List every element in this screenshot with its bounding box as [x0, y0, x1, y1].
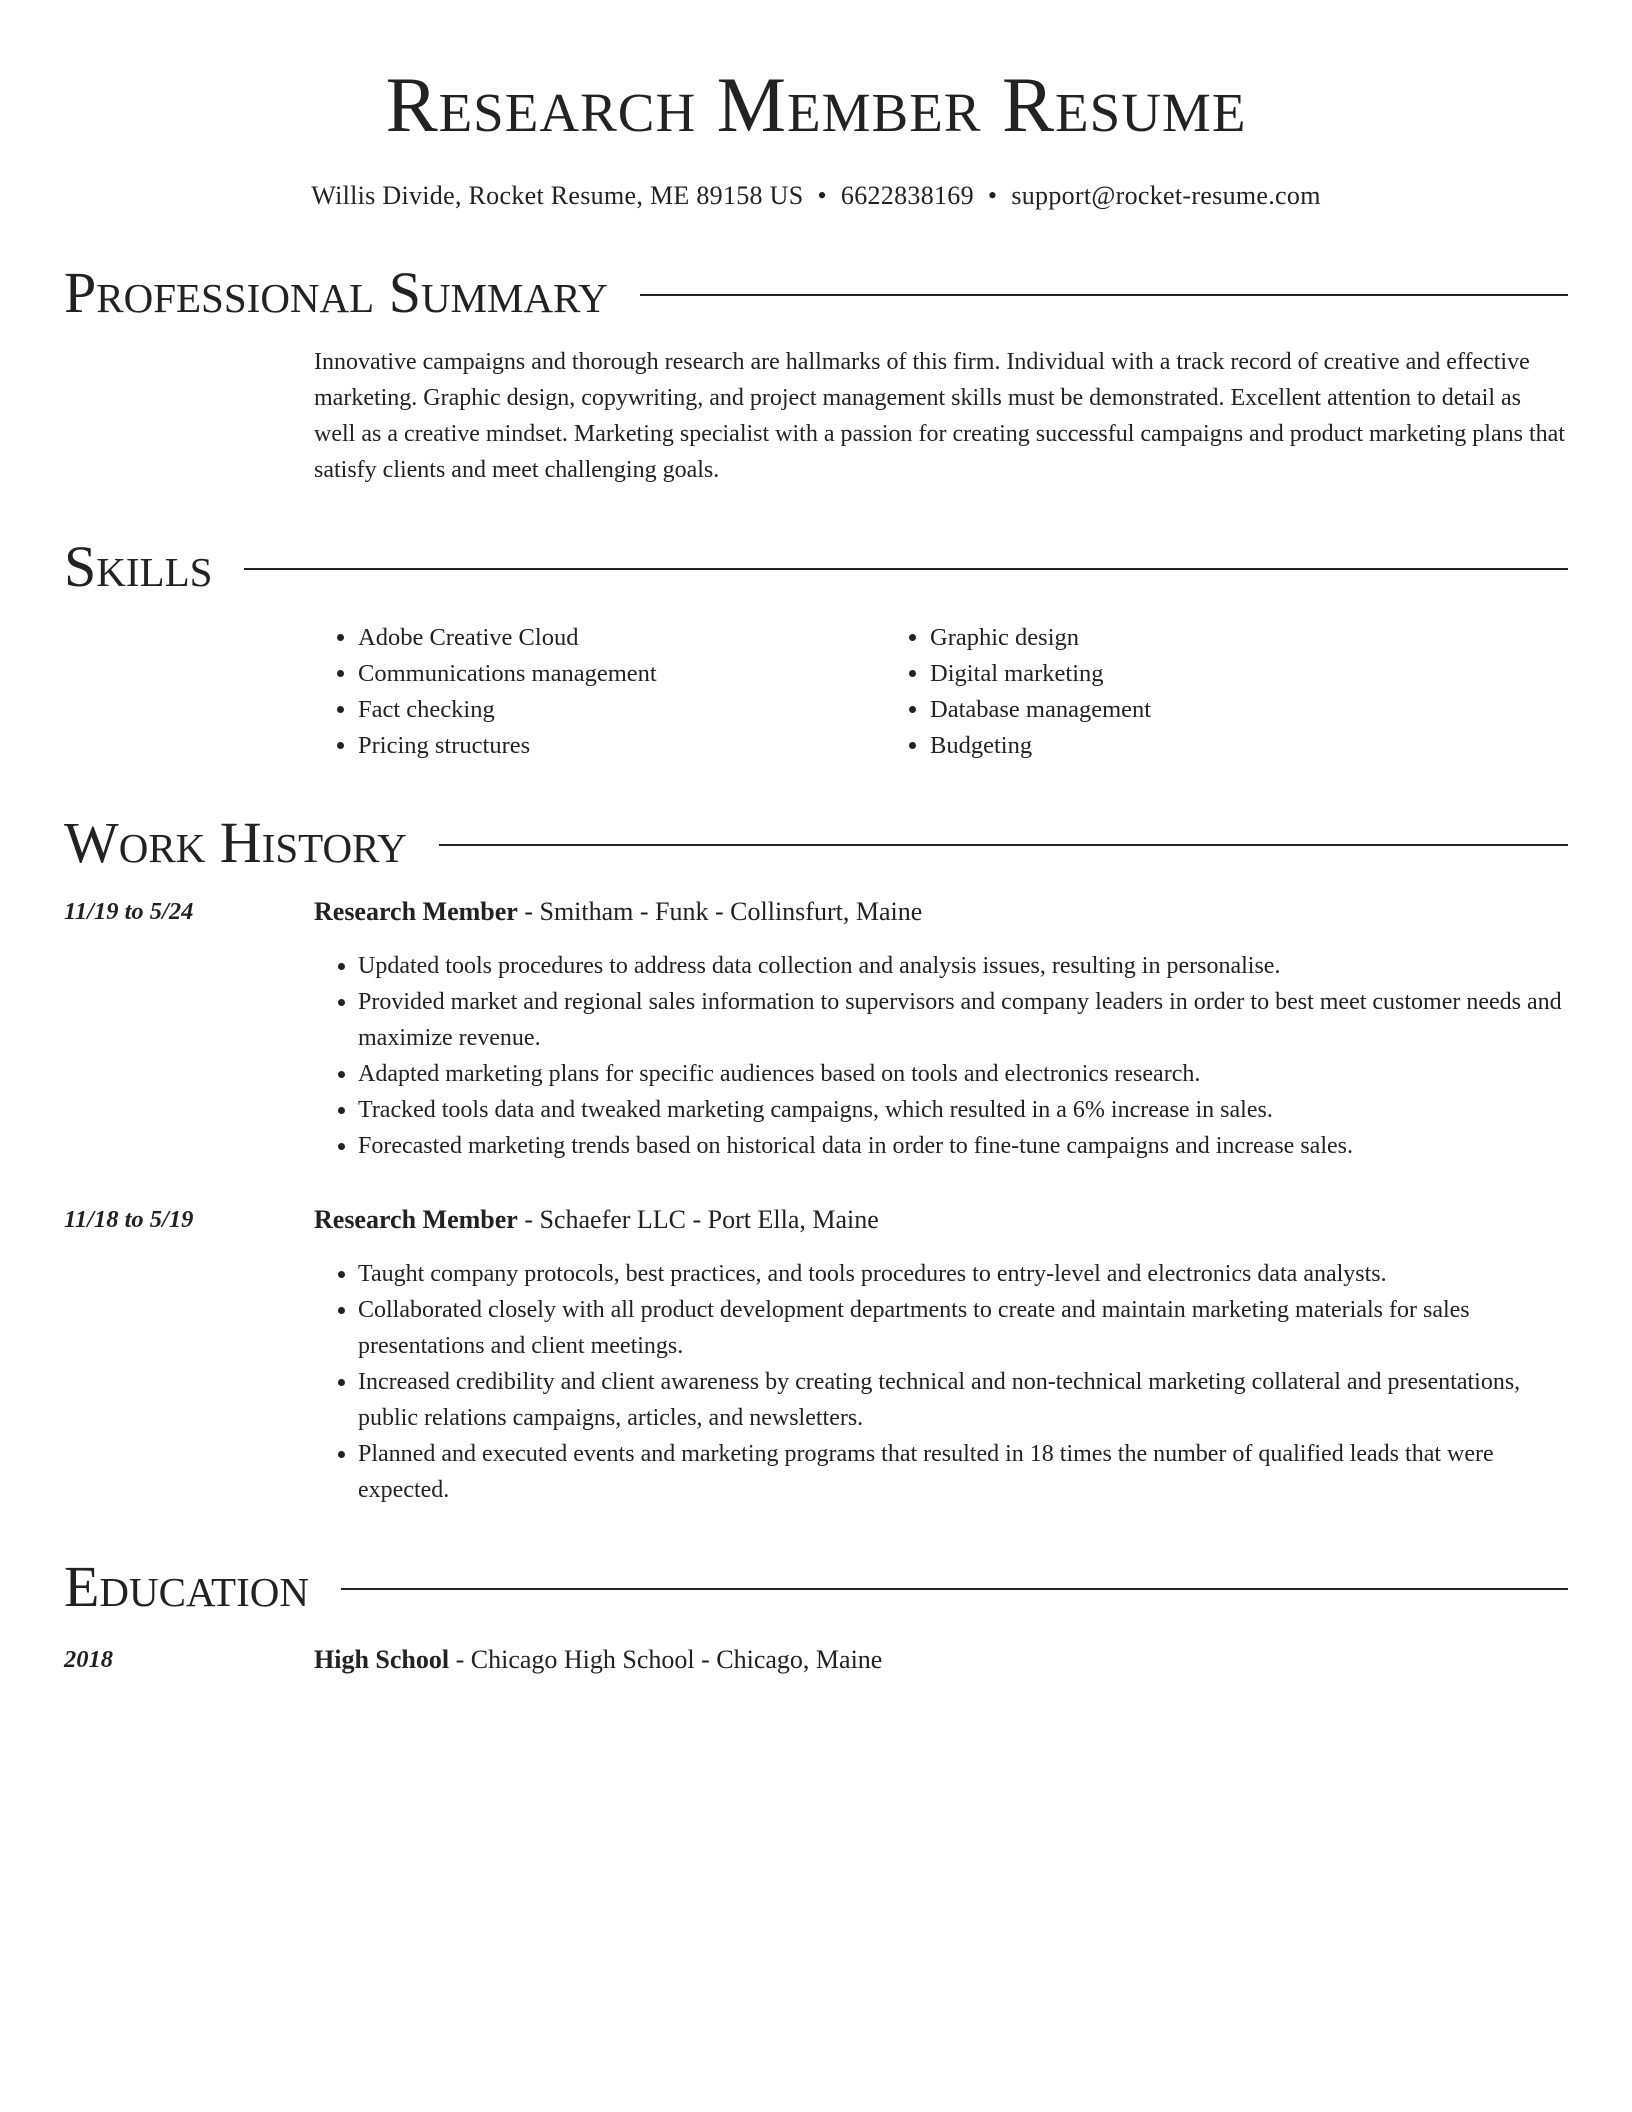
job-role: Research Member [314, 897, 518, 926]
job-entry [64, 894, 1568, 1164]
resume-title: Research Member Resume [385, 61, 1247, 148]
skill-item: • Digital marketing [930, 656, 1458, 692]
skill-item: • Database management [930, 692, 1458, 728]
job-bullet: • Updated tools procedures to address data collection and analysis issues, resulting in personalise. [358, 948, 1568, 984]
skills-list [314, 620, 1568, 764]
skill-item: • Communications management [358, 656, 886, 692]
skill-item: • Fact checking [358, 692, 886, 728]
section-title-skills: Skills [64, 534, 213, 599]
contact-line [64, 178, 1568, 214]
job-bullet: • Tracked tools data and tweaked marketing campaigns, which resulted in a 6% increase in sales. [358, 1092, 1568, 1128]
education-details: - Chicago High School - Chicago, Maine [449, 1645, 883, 1674]
skills-column-left [314, 620, 886, 764]
section-divider [640, 294, 1568, 296]
contact-address: Willis Divide, Rocket Resume, ME 89158 US [311, 181, 804, 210]
section-summary-header [64, 260, 1568, 326]
section-title-education: Education [64, 1554, 309, 1619]
job-dates: 11/18 to 5/19 [64, 1206, 194, 1233]
job-details: - Schaefer LLC - Port Ella, Maine [517, 1205, 879, 1234]
job-dates: 11/19 to 5/24 [64, 898, 194, 925]
education-year: 2018 [64, 1646, 113, 1673]
skill-item: • Budgeting [930, 728, 1458, 764]
section-work-header [64, 810, 1568, 876]
section-education-header [64, 1554, 1568, 1620]
job-bullet: • Forecasted marketing trends based on historical data in order to fine-tune campaigns and increase sales. [358, 1128, 1568, 1164]
job-details: - Smitham - Funk - Collinsfurt, Maine [517, 897, 923, 926]
skills-column-right [886, 620, 1458, 764]
job-bullet: • Adapted marketing plans for specific audiences based on tools and electronics research. [358, 1056, 1568, 1092]
education-heading [314, 1642, 882, 1678]
contact-separator: • [817, 181, 827, 210]
job-bullet: • Provided market and regional sales information to supervisors and company leaders in order to best meet customer needs and maximize revenue. [358, 984, 1568, 1056]
job-entry [64, 1202, 1568, 1508]
section-title-work: Work History [64, 810, 407, 875]
education-degree: High School [314, 1645, 450, 1674]
job-heading [314, 1202, 1568, 1238]
section-title-summary: Professional Summary [64, 260, 608, 325]
section-divider [439, 844, 1568, 846]
job-heading [314, 894, 1568, 930]
skill-item: • Adobe Creative Cloud [358, 620, 886, 656]
contact-separator: • [987, 181, 998, 210]
section-skills-header [64, 534, 1568, 600]
job-bullet: • Taught company protocols, best practices, and tools procedures to entry-level and electronics data analysts. [358, 1256, 1568, 1292]
section-divider [341, 1588, 1568, 1590]
job-bullets [314, 948, 1568, 1164]
job-role: Research Member [314, 1205, 518, 1234]
job-bullet: • Collaborated closely with all product development departments to create and maintain marketing materials for sales presentations and client meetings. [358, 1292, 1568, 1364]
job-bullets [314, 1256, 1568, 1508]
contact-email: support@rocket-resume.com [1011, 181, 1321, 210]
contact-phone: 6622838169 [840, 181, 974, 210]
skill-item: • Pricing structures [358, 728, 886, 764]
education-entry [64, 1642, 1568, 1678]
job-bullet: • Planned and executed events and marketing programs that resulted in 18 times the number of qualified leads that were expected. [358, 1436, 1568, 1508]
summary-text: Innovative campaigns and thorough research are hallmarks of this firm. Individual with a track record of creative and effective marketing. Graphic design, copywriting, and project management skills must be demonstrated. Excellent attention to detail as well as a creative mindset. Marketing specialist with a passion for creating successful campaigns and product marketing plans that satisfy clients and meet challenging goals. [314, 349, 1565, 483]
job-bullet: • Increased credibility and client awareness by creating technical and non-technical marketing collateral and presentations, public relations campaigns, articles, and newsletters. [358, 1364, 1568, 1436]
section-divider [244, 568, 1568, 570]
skill-item: • Graphic design [930, 620, 1458, 656]
